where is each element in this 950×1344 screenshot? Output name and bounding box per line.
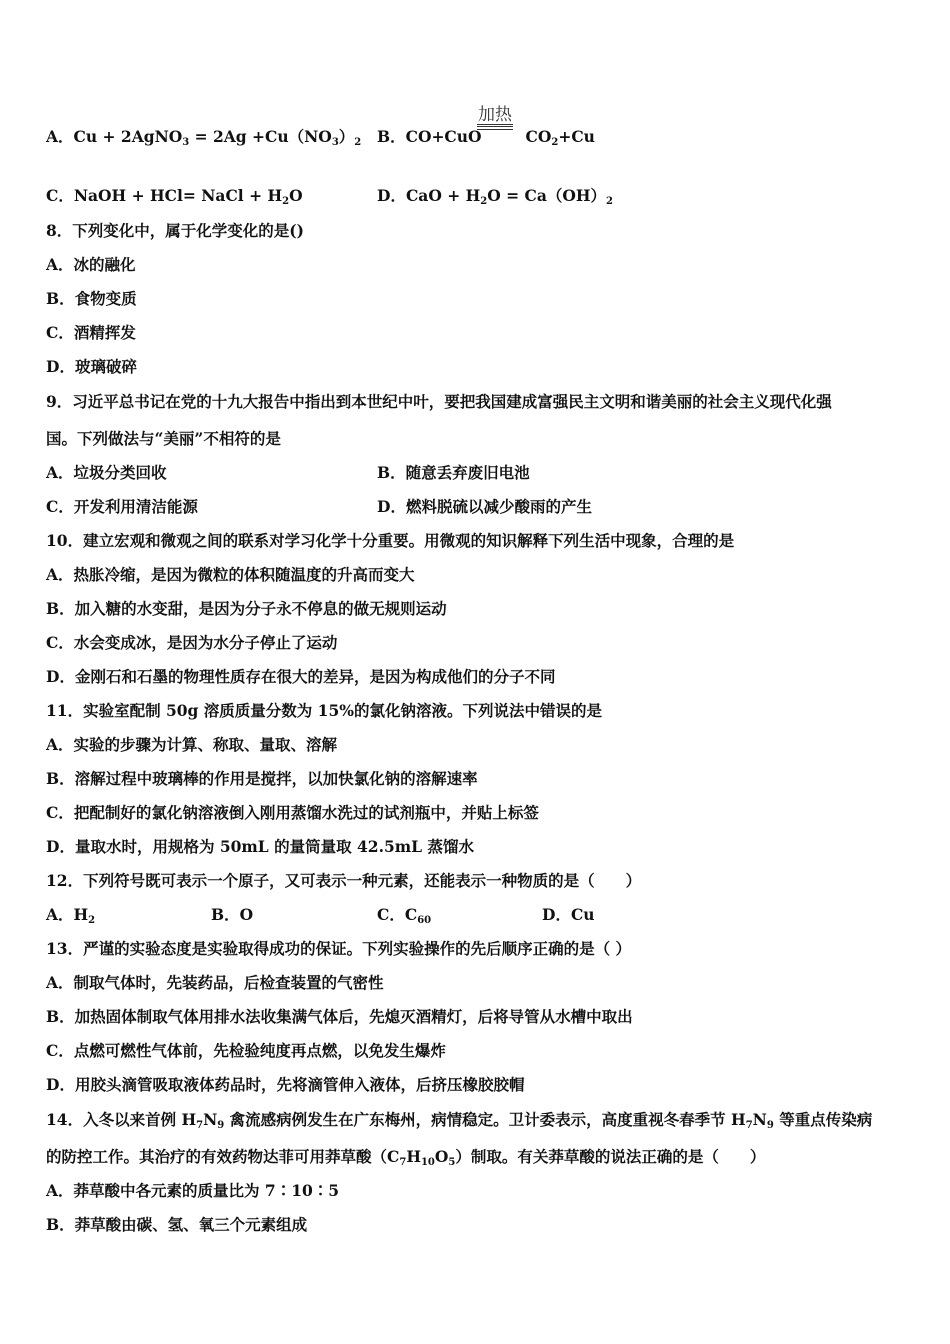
q14-l1-s1: 7 bbox=[196, 1120, 204, 1131]
q7-heating-condition: 加热 bbox=[478, 105, 512, 125]
q7-option-row-cd bbox=[46, 186, 614, 212]
q12-option-c bbox=[377, 905, 431, 931]
q7-b-right-2: +Cu bbox=[558, 127, 595, 146]
q9-option-row-ab bbox=[46, 463, 530, 483]
q8-option-c: C．酒精挥发 bbox=[46, 323, 136, 342]
q14-l1-t2: N bbox=[203, 1110, 218, 1129]
q14-l1-t4: N bbox=[752, 1110, 767, 1129]
q9-option-c: C．开发利用清洁能源 bbox=[46, 497, 198, 516]
q13-option-a: A．制取气体时，先装药品，后检查装置的气密性 bbox=[46, 973, 384, 992]
q7-a-sub-2: 3 bbox=[331, 137, 339, 148]
q13-option-b: B．加热固体制取气体用排水法收集满气体后，先熄灭酒精灯，后将导管从水槽中取出 bbox=[46, 1007, 633, 1026]
q9-option-b: B．随意丢弃废旧电池 bbox=[377, 463, 530, 482]
q7-b-right-1: CO bbox=[525, 127, 552, 146]
q7-a-sub-3: 2 bbox=[354, 137, 362, 148]
q12-option-a bbox=[46, 905, 95, 931]
q14-l2-t3: O bbox=[434, 1147, 449, 1166]
q7-option-c bbox=[46, 186, 303, 205]
q14-l2-t2: H bbox=[406, 1147, 421, 1166]
q14-option-b: B．莽草酸由碳、氢、氧三个元素组成 bbox=[46, 1215, 308, 1234]
q8-stem: 8．下列变化中，属于化学变化的是() bbox=[46, 221, 304, 240]
q7-c-text-1: NaOH + HCl= NaCl + H bbox=[73, 186, 283, 205]
q12-c-text: C．C bbox=[377, 905, 418, 924]
q8-option-d: D．玻璃破碎 bbox=[46, 357, 137, 376]
q11-option-b: B．溶解过程中玻璃棒的作用是搅拌，以加快氯化钠的溶解速率 bbox=[46, 769, 478, 788]
q7-c-label: C． bbox=[46, 186, 74, 205]
q11-option-d: D．量取水时，用规格为 50mL 的量筒量取 42.5mL 蒸馏水 bbox=[46, 837, 474, 856]
q8-option-b: B．食物变质 bbox=[46, 289, 137, 308]
q12-a-sub: 2 bbox=[88, 915, 96, 926]
q7-d-sub-2: 2 bbox=[606, 196, 614, 207]
q7-option-row-ab bbox=[46, 127, 595, 153]
q7-c-text-2: O bbox=[289, 186, 303, 205]
q7-d-text-2: O = Ca（OH） bbox=[487, 186, 607, 205]
q14-l2-s2: 10 bbox=[420, 1157, 435, 1168]
q7-a-text-3: ） bbox=[338, 127, 355, 146]
q7-b-right-sub: 2 bbox=[551, 137, 559, 148]
q7-d-text-1: CaO + H bbox=[405, 186, 481, 205]
q10-stem: 10．建立宏观和微观之间的联系对学习化学十分重要。用微观的知识解释下列生活中现象，合理的是 bbox=[46, 531, 735, 550]
q14-l1-s2: 9 bbox=[217, 1120, 225, 1131]
q13-stem: 13．严谨的实验态度是实验取得成功的保证。下列实验操作的先后顺序正确的是（ ） bbox=[46, 939, 631, 958]
q7-c-sub: 2 bbox=[282, 196, 290, 207]
q9-option-a: A．垃圾分类回收 bbox=[46, 463, 167, 482]
q14-l2-s3: 5 bbox=[448, 1157, 456, 1168]
q14-l2-t1: 的防控工作。其治疗的有效药物达菲可用莽草酸（C bbox=[46, 1147, 400, 1166]
q7-a-sub-1: 3 bbox=[182, 137, 190, 148]
q13-option-d: D．用胶头滴管吸取液体药品时，先将滴管伸入液体，后挤压橡胶胶帽 bbox=[46, 1075, 525, 1094]
q10-option-a: A．热胀冷缩，是因为微粒的体积随温度的升高而变大 bbox=[46, 565, 415, 584]
q14-l1-t1: 14．入冬以来首例 H bbox=[46, 1110, 197, 1129]
q13-option-c: C．点燃可燃性气体前，先检验纯度再点燃，以免发生爆炸 bbox=[46, 1041, 446, 1060]
q7-b-label: B． bbox=[377, 127, 406, 146]
q9-option-d: D．燃料脱硫以减少酸雨的产生 bbox=[377, 497, 592, 516]
q12-c-sub: 60 bbox=[417, 915, 432, 926]
q7-b-left: CO+CuO bbox=[405, 127, 482, 146]
q7-reaction-equals-sign bbox=[477, 124, 513, 130]
q7-a-text-2: = 2Ag +Cu（NO bbox=[189, 127, 332, 146]
q14-l1-s3: 7 bbox=[745, 1120, 753, 1131]
q12-stem: 12．下列符号既可表示一个原子，又可表示一种元素，还能表示一种物质的是（ ） bbox=[46, 871, 642, 890]
q9-stem-line-1: 9．习近平总书记在党的十九大报告中指出到本世纪中叶，要把我国建成富强民主文明和谐美丽的社会主义现代化强 bbox=[46, 392, 832, 411]
q8-option-a: A．冰的融化 bbox=[46, 255, 136, 274]
q10-option-d: D．金刚石和石墨的物理性质存在很大的差异，是因为构成他们的分子不同 bbox=[46, 667, 556, 686]
q7-option-b bbox=[377, 127, 595, 153]
q7-option-a bbox=[46, 127, 361, 146]
q10-option-c: C．水会变成冰，是因为水分子停止了运动 bbox=[46, 633, 338, 652]
q12-option-d: D．Cu bbox=[542, 905, 595, 924]
q14-l2-t4: ）制取。有关莽草酸的说法正确的是（ ） bbox=[455, 1147, 766, 1166]
q9-stem-line-2: 国。下列做法与“美丽”不相符的是 bbox=[46, 429, 281, 448]
q14-stem-line-2 bbox=[46, 1147, 765, 1173]
q12-a-text: A．H bbox=[46, 905, 89, 924]
q7-a-text-1: Cu + 2AgNO bbox=[73, 127, 183, 146]
q11-stem: 11．实验室配制 50g 溶质质量分数为 15%的氯化钠溶液。下列说法中错误的是 bbox=[46, 701, 602, 720]
q10-option-b: B．加入糖的水变甜，是因为分子永不停息的做无规则运动 bbox=[46, 599, 447, 618]
q14-option-a: A．莽草酸中各元素的质量比为 7∶10∶5 bbox=[46, 1181, 340, 1200]
q7-option-d bbox=[377, 186, 613, 212]
q14-stem-line-1 bbox=[46, 1110, 872, 1136]
q7-d-label: D． bbox=[377, 186, 406, 205]
q11-option-c: C．把配制好的氯化钠溶液倒入刚用蒸馏水洗过的试剂瓶中，并贴上标签 bbox=[46, 803, 539, 822]
q14-l1-s4: 9 bbox=[766, 1120, 774, 1131]
q14-l2-s1: 7 bbox=[399, 1157, 407, 1168]
q14-l1-t5: 等重点传染病 bbox=[773, 1110, 873, 1129]
q7-a-label: A． bbox=[46, 127, 74, 146]
q12-option-b: B．O bbox=[211, 905, 254, 924]
q14-l1-t3: 禽流感病例发生在广东梅州，病情稳定。卫计委表示，高度重视冬春季节 H bbox=[224, 1110, 746, 1129]
q9-option-row-cd bbox=[46, 497, 592, 517]
q11-option-a: A．实验的步骤为计算、称取、量取、溶解 bbox=[46, 735, 338, 754]
q7-d-sub-1: 2 bbox=[480, 196, 488, 207]
